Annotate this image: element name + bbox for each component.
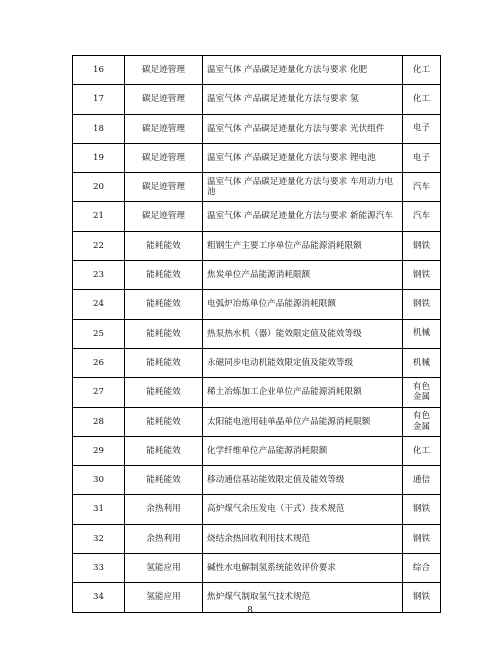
industry-label: 机械 xyxy=(412,328,431,339)
standard-name-cell: 高炉煤气余压发电（干式）技术规范 xyxy=(203,495,403,524)
standard-name-cell: 烧结余热回收利用技术规范 xyxy=(203,524,403,553)
industry-cell xyxy=(403,173,441,202)
category-cell: 能耗能效 xyxy=(125,319,203,348)
industry-cell xyxy=(403,319,441,348)
industry-cell xyxy=(403,85,441,114)
row-number-cell: 25 xyxy=(73,319,125,348)
table-row xyxy=(73,436,441,465)
category-cell: 余热利用 xyxy=(125,524,203,553)
table-row xyxy=(73,554,441,583)
industry-label: 化工 xyxy=(412,64,431,75)
table-row xyxy=(73,348,441,377)
standards-table xyxy=(72,55,441,613)
standard-name-cell: 移动通信基站能效限定值及能效等级 xyxy=(203,466,403,495)
table-row xyxy=(73,524,441,553)
standard-name-cell: 粗钢生产主要工序单位产品能源消耗限额 xyxy=(203,231,403,260)
row-number-cell: 28 xyxy=(73,407,125,436)
table-row xyxy=(73,290,441,319)
standard-name-cell: 温室气体 产品碳足迹量化方法与要求 氢 xyxy=(203,85,403,114)
industry-label: 钢铁 xyxy=(412,240,431,251)
standard-name-cell: 永磁同步电动机能效限定值及能效等级 xyxy=(203,348,403,377)
industry-cell xyxy=(403,554,441,583)
row-number-cell: 30 xyxy=(73,466,125,495)
standard-name-cell: 温室气体 产品碳足迹量化方法与要求 锂电池 xyxy=(203,143,403,172)
category-cell: 碳足迹管理 xyxy=(125,143,203,172)
industry-cell xyxy=(403,143,441,172)
industry-cell xyxy=(403,407,441,436)
row-number-cell: 22 xyxy=(73,231,125,260)
category-cell: 碳足迹管理 xyxy=(125,85,203,114)
standard-name-cell: 温室气体 产品碳足迹量化方法与要求 化肥 xyxy=(203,56,403,85)
standard-name-cell: 焦炭单位产品能源消耗限额 xyxy=(203,261,403,290)
category-cell: 氢能应用 xyxy=(125,554,203,583)
category-cell: 碳足迹管理 xyxy=(125,114,203,143)
industry-label: 钢铁 xyxy=(412,533,431,544)
table-row xyxy=(73,407,441,436)
table-row xyxy=(73,378,441,407)
row-number-cell: 21 xyxy=(73,202,125,231)
table-row xyxy=(73,261,441,290)
standard-name-cell: 稀土冶炼加工企业单位产品能源消耗限额 xyxy=(203,378,403,407)
industry-label: 汽车 xyxy=(412,211,431,222)
industry-cell xyxy=(403,202,441,231)
row-number-cell: 20 xyxy=(73,173,125,202)
industry-label: 有色金属 xyxy=(412,381,431,403)
industry-label: 通信 xyxy=(412,474,431,485)
table-body xyxy=(73,56,441,613)
table-row xyxy=(73,85,441,114)
table-row xyxy=(73,173,441,202)
row-number-cell: 34 xyxy=(73,583,125,612)
category-cell: 碳足迹管理 xyxy=(125,202,203,231)
table-row xyxy=(73,495,441,524)
category-cell: 碳足迹管理 xyxy=(125,56,203,85)
standard-name-cell: 温室气体 产品碳足迹量化方法与要求 光伏组件 xyxy=(203,114,403,143)
table-row xyxy=(73,319,441,348)
category-cell: 能耗能效 xyxy=(125,231,203,260)
row-number-cell: 16 xyxy=(73,56,125,85)
standard-name-cell: 温室气体 产品碳足迹量化方法与要求 车用动力电池 xyxy=(203,173,403,202)
industry-cell xyxy=(403,261,441,290)
industry-label: 电子 xyxy=(412,152,431,163)
page-number: 8 xyxy=(247,606,253,616)
category-cell: 能耗能效 xyxy=(125,407,203,436)
standard-name-cell: 热泵热水机（器）能效限定值及能效等级 xyxy=(203,319,403,348)
standard-name-cell: 焦炉煤气制取氢气技术规范 xyxy=(203,583,403,612)
industry-label: 钢铁 xyxy=(412,269,431,280)
industry-cell xyxy=(403,114,441,143)
row-number-cell: 32 xyxy=(73,524,125,553)
industry-label: 有色金属 xyxy=(412,410,431,432)
row-number-cell: 33 xyxy=(73,554,125,583)
table-row xyxy=(73,231,441,260)
standard-name-cell: 化学纤维单位产品能源消耗限额 xyxy=(203,436,403,465)
table-row xyxy=(73,56,441,85)
row-number-cell: 17 xyxy=(73,85,125,114)
standard-name-cell: 碱性水电解制氢系统能效评价要求 xyxy=(203,554,403,583)
category-cell: 能耗能效 xyxy=(125,348,203,377)
industry-cell xyxy=(403,231,441,260)
industry-label: 电子 xyxy=(412,123,431,134)
industry-label: 钢铁 xyxy=(412,299,431,310)
industry-cell xyxy=(403,436,441,465)
category-cell: 能耗能效 xyxy=(125,290,203,319)
row-number-cell: 23 xyxy=(73,261,125,290)
industry-label: 机械 xyxy=(412,357,431,368)
row-number-cell: 31 xyxy=(73,495,125,524)
table-row xyxy=(73,466,441,495)
category-cell: 能耗能效 xyxy=(125,378,203,407)
standard-name-cell: 温室气体 产品碳足迹量化方法与要求 新能源汽车 xyxy=(203,202,403,231)
row-number-cell: 29 xyxy=(73,436,125,465)
table-row xyxy=(73,114,441,143)
table-row xyxy=(73,202,441,231)
category-cell: 能耗能效 xyxy=(125,261,203,290)
industry-label: 汽车 xyxy=(412,181,431,192)
industry-label: 钢铁 xyxy=(412,504,431,515)
category-cell: 能耗能效 xyxy=(125,436,203,465)
industry-label: 化工 xyxy=(412,445,431,456)
row-number-cell: 26 xyxy=(73,348,125,377)
row-number-cell: 18 xyxy=(73,114,125,143)
industry-cell xyxy=(403,466,441,495)
industry-cell xyxy=(403,290,441,319)
standard-name-cell: 电弧炉冶炼单位产品能源消耗限额 xyxy=(203,290,403,319)
industry-cell xyxy=(403,378,441,407)
category-cell: 氢能应用 xyxy=(125,583,203,612)
row-number-cell: 27 xyxy=(73,378,125,407)
standard-name-cell: 太阳能电池用硅单晶单位产品能源消耗限额 xyxy=(203,407,403,436)
industry-label: 化工 xyxy=(412,94,431,105)
industry-label: 综合 xyxy=(412,562,431,573)
industry-cell xyxy=(403,56,441,85)
industry-label: 钢铁 xyxy=(412,592,431,603)
industry-cell xyxy=(403,348,441,377)
industry-cell xyxy=(403,495,441,524)
category-cell: 余热利用 xyxy=(125,495,203,524)
row-number-cell: 19 xyxy=(73,143,125,172)
table-row xyxy=(73,143,441,172)
category-cell: 碳足迹管理 xyxy=(125,173,203,202)
category-cell: 能耗能效 xyxy=(125,466,203,495)
row-number-cell: 24 xyxy=(73,290,125,319)
industry-cell xyxy=(403,524,441,553)
